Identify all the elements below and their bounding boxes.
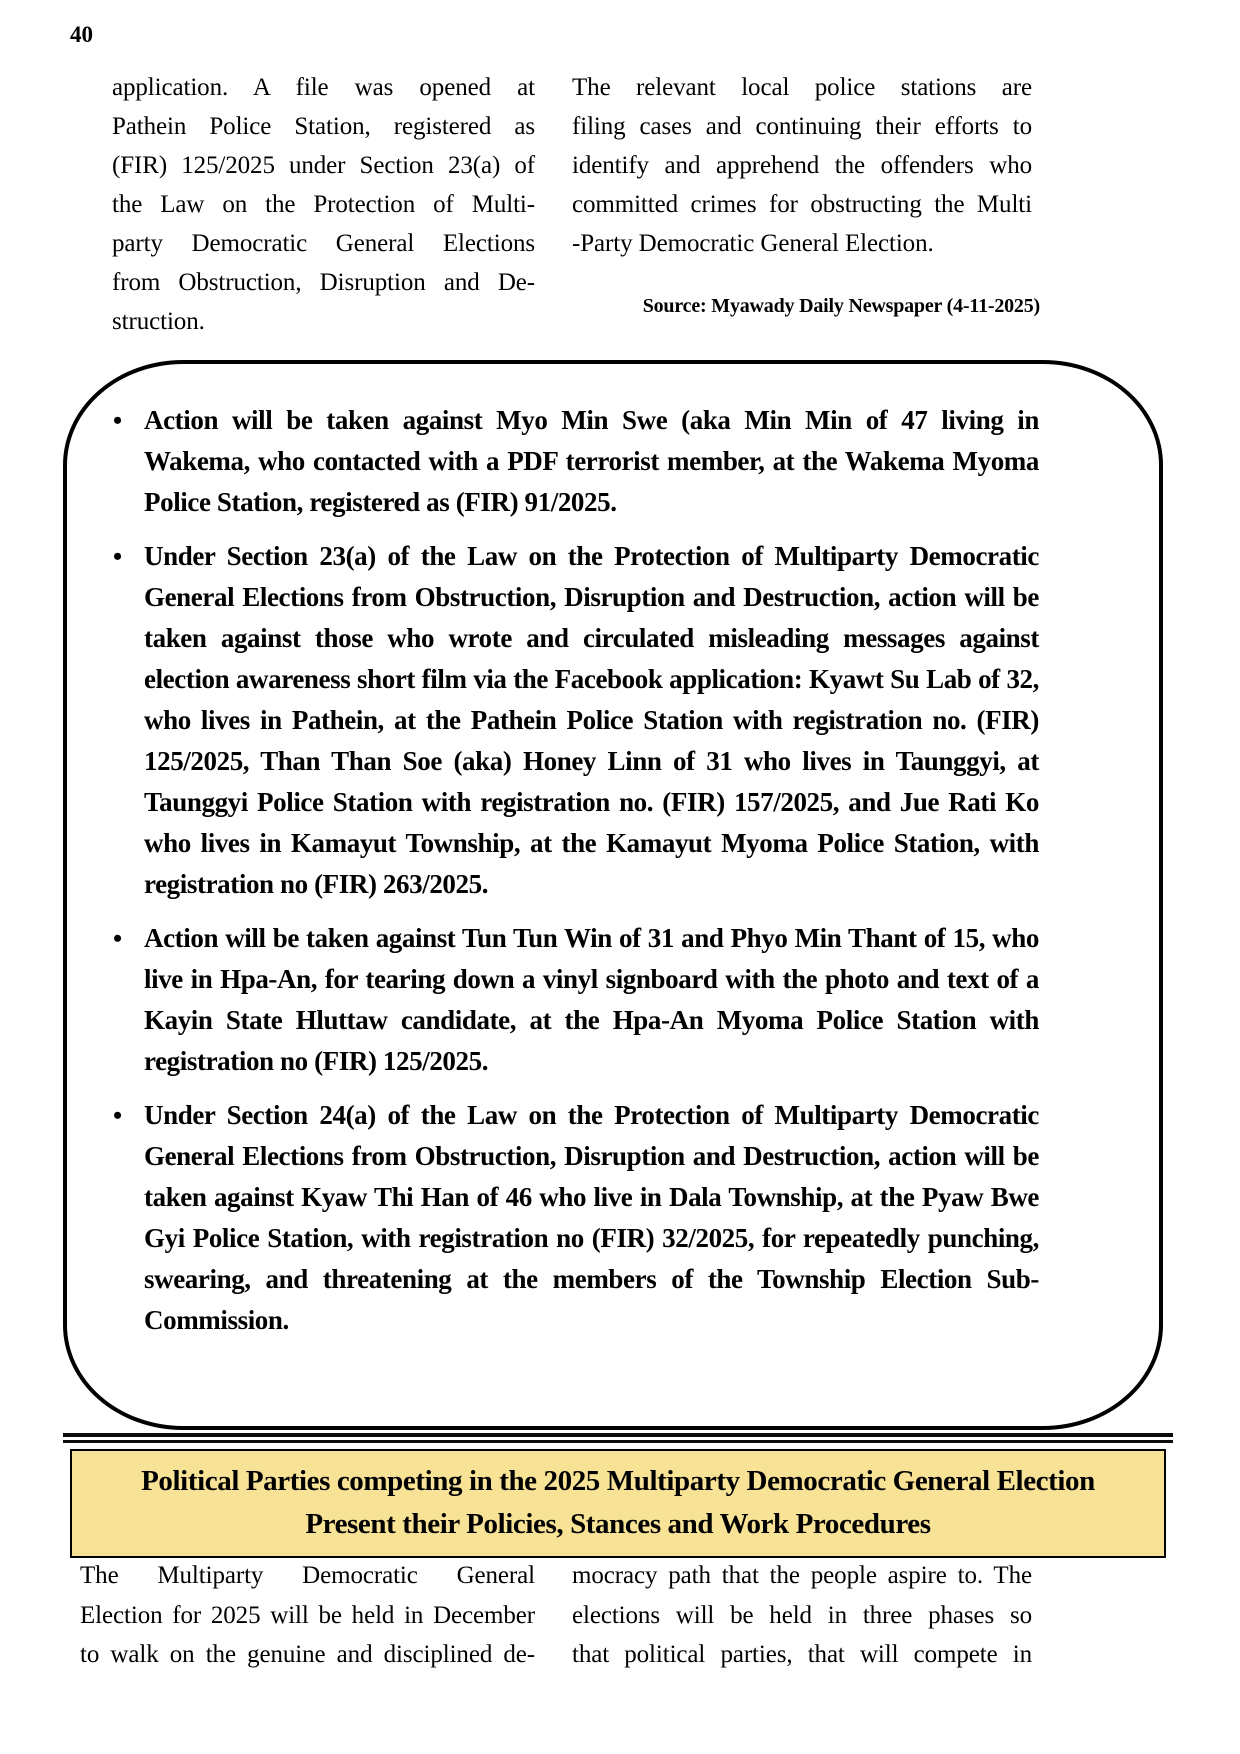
text-line: elections will be held in three phases so (572, 1601, 1032, 1629)
bullet-item (111, 536, 1039, 905)
bottom-left-column (80, 1556, 535, 1675)
text-line: filing cases and continuing their efforts to (572, 113, 1032, 140)
bullet-item (111, 1095, 1039, 1341)
bullet-icon: • (113, 1101, 122, 1130)
text-line: mocracy path that the people aspire to. The (572, 1562, 1032, 1589)
page-number: 40 (70, 22, 93, 47)
text-line: that political parties, that will compete in (572, 1641, 1032, 1668)
bullet-text: Action will be taken against Myo Min Swe (aka Min Min of 47 living in Wakema, who contacted with a PDF terrorist member, at the Wakema Myoma Police Station, registered as (FIR) 91/2025. (144, 405, 1039, 517)
bullet-box (63, 360, 1163, 1430)
text-line: identify and apprehend the offenders who (572, 152, 1032, 179)
text-line: Election for 2025 will be held in December (80, 1601, 535, 1629)
bullet-icon: • (113, 406, 122, 435)
bullet-text: Under Section 23(a) of the Law on the Protection of Multiparty Democratic General Elections from Obstruction, Disruption and Destruction, action will be taken against those who wrote and circulated misleading messages against election awareness short film via the Facebook application: Kyawt Su Lab of 32, who lives in Pathein, at the Pathein Police Station with registration no. (FIR) 125/2025, Than Than Soe (aka) Honey Linn of 31 who lives in Taunggyi, at Taunggyi Police Station with registration no. (FIR) 157/2025, and Jue Rati Ko who lives in Kamayut Township, at the Kamayut Myoma Police Station, with registration no (FIR) 263/2025. (144, 541, 1039, 899)
section-heading (70, 1449, 1166, 1558)
top-left-column (112, 68, 535, 341)
text-line: party Democratic General Elections (112, 230, 535, 257)
text-line: struction. (112, 308, 205, 335)
bottom-right-column (572, 1556, 1032, 1675)
text-line: to walk on the genuine and disciplined de- (80, 1641, 535, 1668)
text-line: the Law on the Protection of Multi- (112, 191, 535, 218)
heading-line: Present their Policies, Stances and Work Procedures (305, 1508, 931, 1540)
text-line: from Obstruction, Disruption and De- (112, 269, 535, 296)
text-line: (FIR) 125/2025 under Section 23(a) of (112, 152, 535, 179)
text-line: application. A file was opened at (112, 74, 535, 101)
bullet-item (111, 400, 1039, 523)
heading-line: Political Parties competing in the 2025 Multiparty Democratic General Election (141, 1465, 1095, 1497)
bullet-list (111, 400, 1039, 1341)
text-line: committed crimes for obstructing the Multi (572, 191, 1032, 218)
source-credit: Source: Myawady Daily Newspaper (4-11-2025) (642, 295, 1040, 317)
text-line: Pathein Police Station, registered as (112, 113, 535, 140)
text-line: The Multiparty Democratic General (80, 1562, 535, 1589)
bullet-item (111, 918, 1039, 1082)
bullet-text: Under Section 24(a) of the Law on the Protection of Multiparty Democratic General Elections from Obstruction, Disruption and Destruction, action will be taken against Kyaw Thi Han of 46 who live in Dala Township, at the Pyaw Bwe Gyi Police Station, with registration no (FIR) 32/2025, for repeatedly punching, swearing, and threatening at the members of the Township Election Sub-Commission. (144, 1100, 1039, 1335)
bullet-icon: • (113, 924, 122, 953)
text-line: -Party Democratic General Election. (572, 230, 934, 257)
bottom-article (80, 1556, 1032, 1675)
bullet-text: Action will be taken against Tun Tun Win of 31 and Phyo Min Thant of 15, who live in Hpa-An, for tearing down a vinyl signboard with the photo and text of a Kayin State Hluttaw candidate, at the Hpa-An Myoma Police Station with registration no (FIR) 125/2025. (144, 923, 1039, 1076)
bullet-icon: • (113, 542, 122, 571)
double-rule-divider (63, 1433, 1173, 1443)
text-line: The relevant local police stations are (572, 74, 1032, 101)
